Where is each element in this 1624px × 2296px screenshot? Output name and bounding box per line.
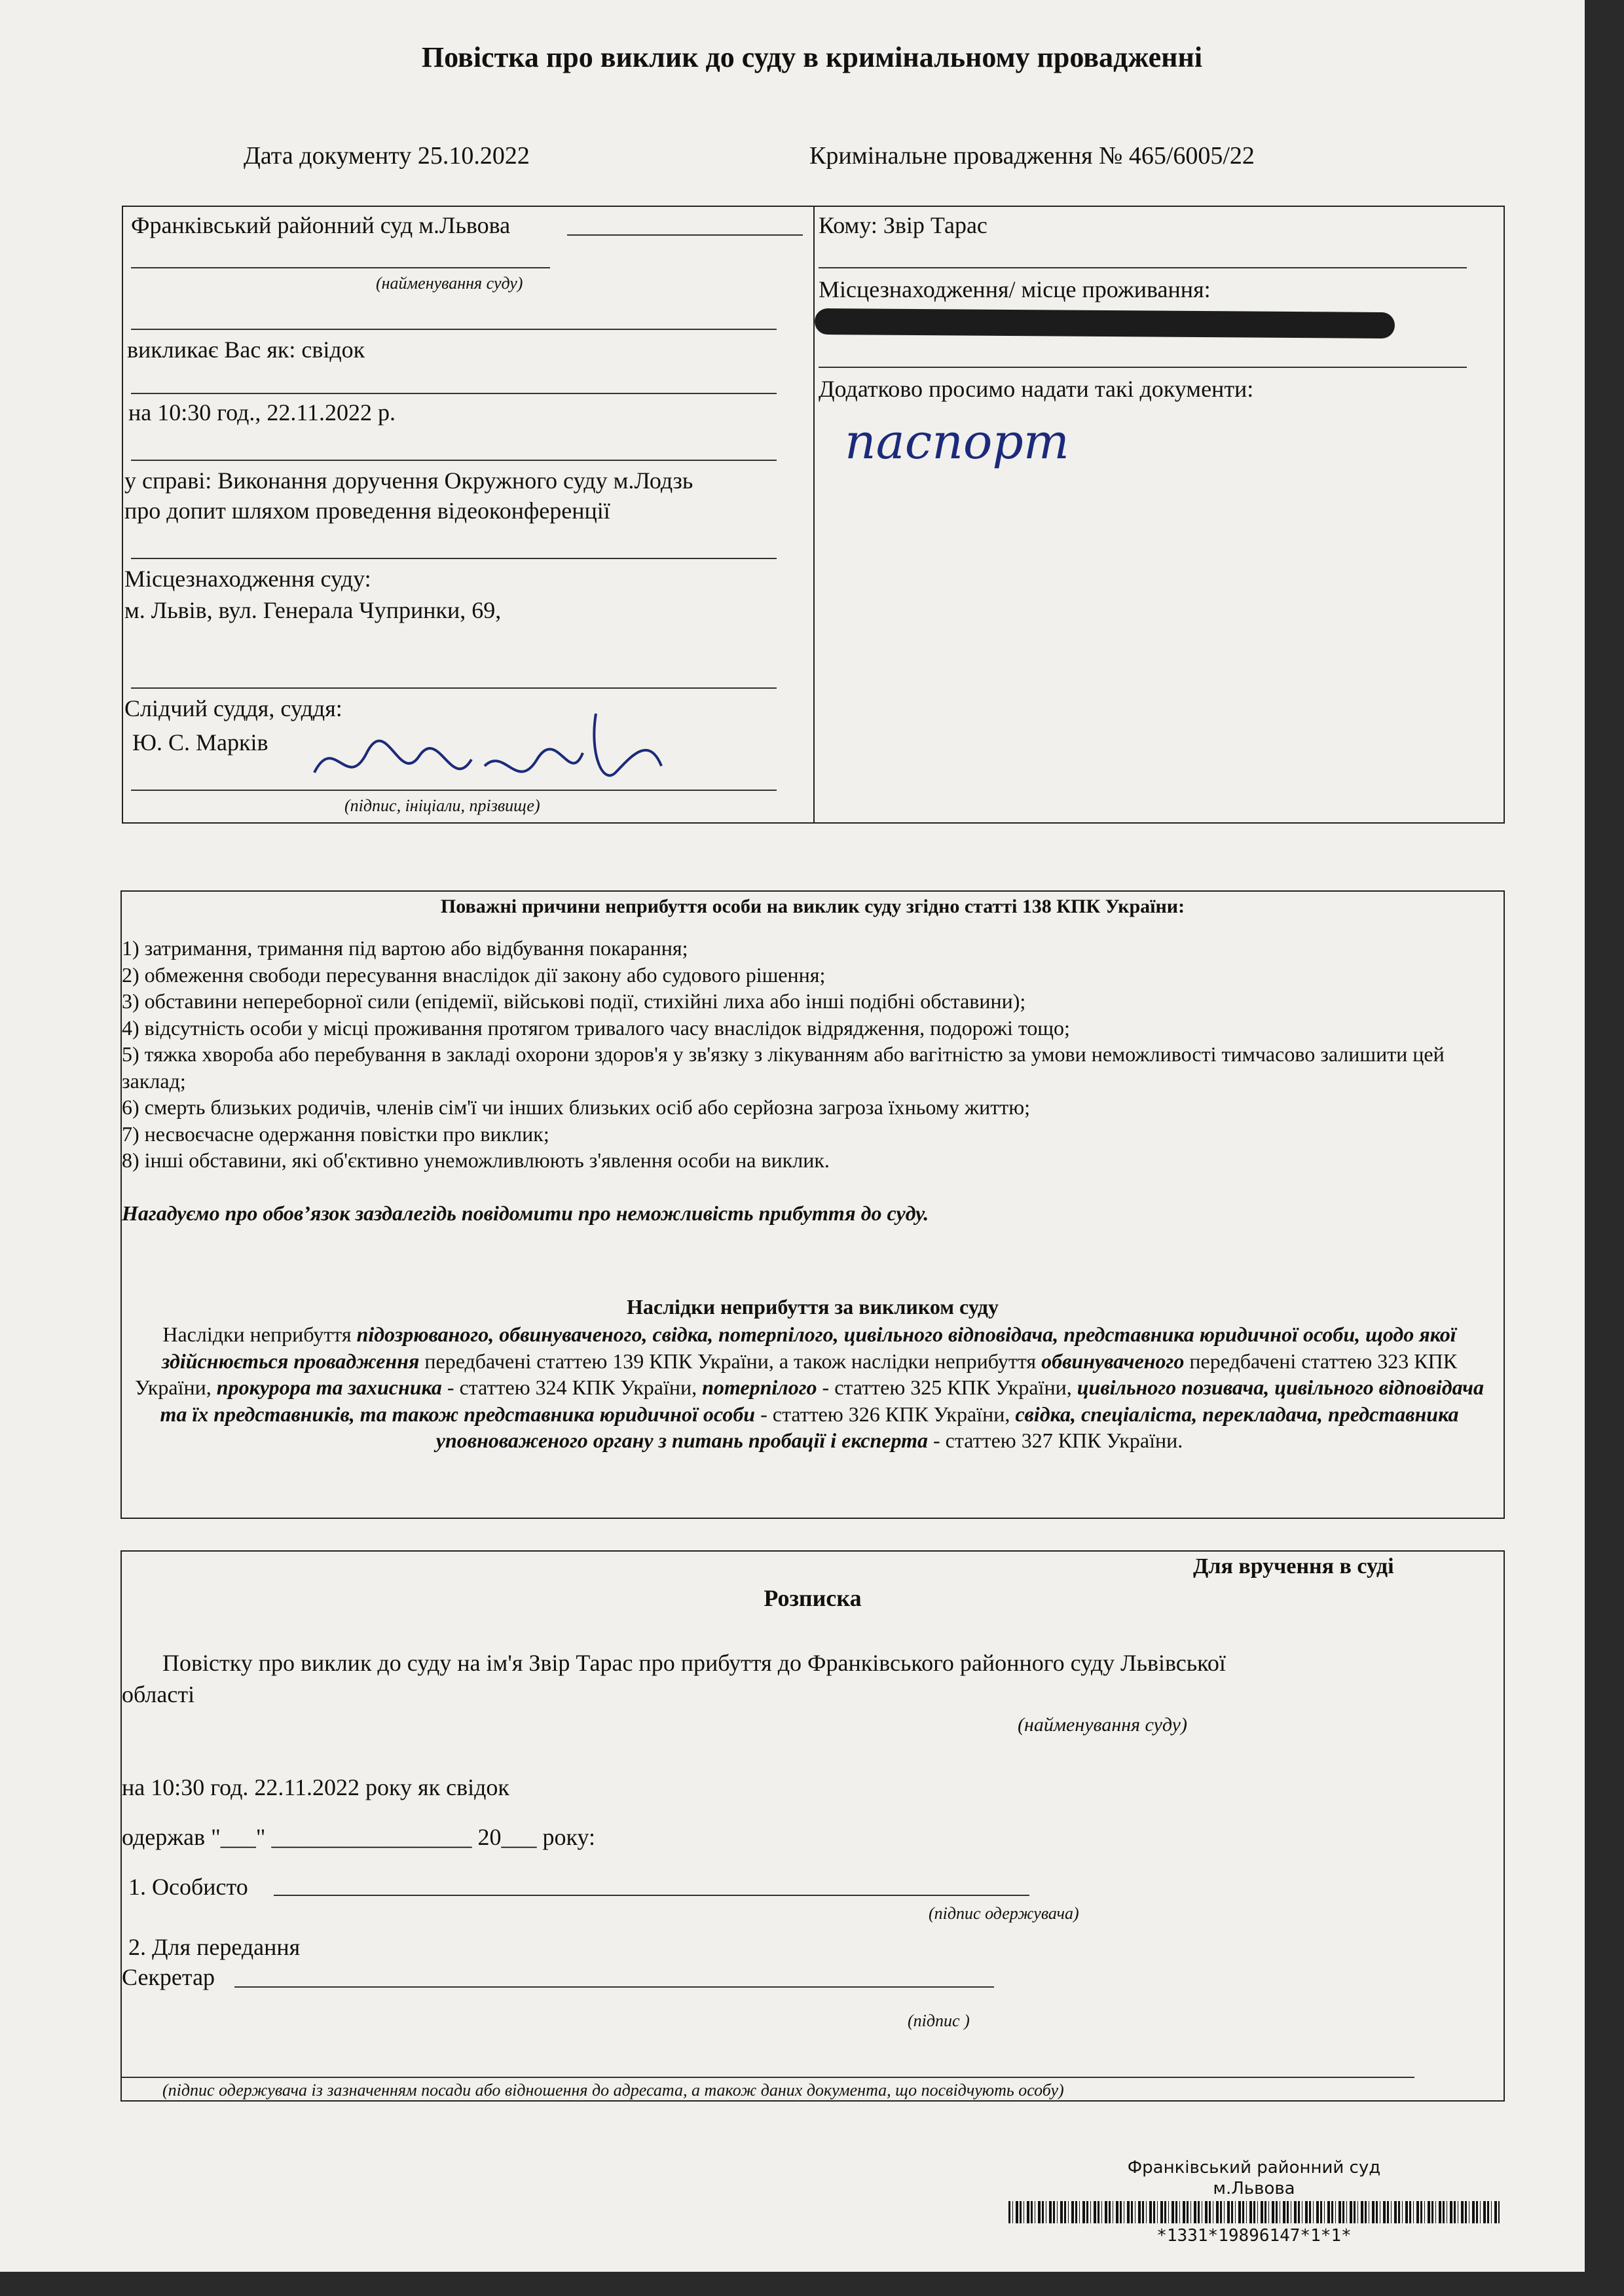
bottom-underline [122, 2077, 1414, 2078]
judge-signature [308, 694, 674, 805]
case-underline [131, 558, 777, 559]
reasons-heading: Поважні причини неприбуття особи на виклик суду згідно статті 138 КПК України: [440, 896, 1185, 917]
documents-label: Додатково просимо надати такі документи: [819, 376, 1254, 402]
reason-item: 1) затримання, тримання під вартою або відбування покарання; [122, 936, 688, 960]
court-caption: (найменування суду) [376, 274, 523, 293]
consequences-heading: Наслідки неприбуття за викликом суду [627, 1295, 999, 1319]
reason-item: 2) обмеження свободи пересування внаслідок дії закону або судового рішення; [122, 962, 826, 987]
judge-label: Слідчий суддя, суддя: [124, 695, 342, 721]
reason-item: 3) обставини непереборної сили (епідемії, військові події, стихійні лиха або інші подібні обставини); [122, 989, 1026, 1013]
judge-name: Ю. С. Марків [132, 729, 268, 756]
summons-role: викликає Вас як: свідок [127, 337, 365, 363]
personally-underline [274, 1895, 1029, 1896]
consequences-text: Наслідки неприбуття підозрюваного, обвинуваченого, свідка, потерпілого, цивільного відповідача, представника юридичної особи, щодо якої здійснюється провадження передбачені статтею 139 КПК України, а також наслідки неприбуття обвинуваченого передбачені статтею 323 КПК України, прокурора та захисника - статтею 324 КПК України, потерпілого - статтею 325 КПК України, цивільного позивача, цивільного відповідача та їх представників, та також представника юридичної особи - статтею 326 КПК України, свідка, спеціаліста, перекладача, представника уповноваженого органу з питань пробації і експерта - статтею 327 КПК України. [135, 1322, 1484, 1452]
court-line-3 [131, 329, 777, 330]
court-name: Франківський районний суд м.Львова [131, 212, 511, 238]
residence-underline [819, 367, 1467, 368]
barcode [1008, 2201, 1500, 2223]
court-underline [567, 234, 803, 236]
secretary-underline [234, 1986, 994, 1988]
case-number: Кримінальне провадження № 465/6005/22 [809, 142, 1255, 170]
transfer-label: 2. Для передання [128, 1934, 301, 1960]
reason-item: 8) інші обставини, які об'єктивно унеможливлюють з'явлення особи на виклик. [122, 1148, 830, 1172]
role-underline [131, 393, 777, 394]
time-underline [131, 460, 777, 461]
secretary-label: Секретар [122, 1964, 215, 1990]
reason-item: 5) тяжка хвороба або перебування в закладі охорони здоров'я у зв'язку з лікуванням або вагітністю за умови неможливості тимчасово залишити цей заклад; [122, 1042, 1445, 1093]
footer-court-line-1: Франківський районний суд [1127, 2158, 1381, 2178]
document-date: Дата документу 25.10.2022 [244, 142, 530, 170]
residence-label: Місцезнаходження/ місце проживання: [819, 276, 1211, 302]
document-title: Повістка про виклик до суду в кримінальному провадженні [421, 41, 1203, 73]
signature-caption: (підпис, ініціали, прізвище) [344, 796, 540, 815]
bottom-caption: (підпис одержувача із зазначенням посади або відношення до адресата, а також даних документа, що посвідчують особу) [162, 2081, 1064, 2100]
reason-item: 4) відсутність особи у місці проживання протягом тривалого часу внаслідок відрядження, подорожі тощо; [122, 1015, 1070, 1040]
reason-item: 7) несвоєчасне одержання повістки про виклик; [122, 1121, 549, 1146]
recipient-underline [819, 267, 1467, 268]
court-location-value: м. Львів, вул. Генерала Чупринки, 69, [124, 597, 502, 623]
receipt-time: на 10:30 год. 22.11.2022 року як свідок [122, 1774, 509, 1800]
redacted-address [815, 308, 1395, 338]
case-subject-line-2: про допит шляхом проведення відеоконференції [124, 498, 610, 524]
signature-underline [131, 790, 777, 791]
summons-time: на 10:30 год., 22.11.2022 р. [128, 399, 396, 426]
receipt-text-line-2: області [122, 1681, 195, 1707]
reasons-list [122, 935, 1484, 1226]
handwritten-documents: паспорт [845, 414, 1069, 470]
secretary-signature-caption: (підпис ) [908, 2011, 970, 2030]
barcode-text: *1331*19896147*1*1* [1156, 2226, 1352, 2246]
location-underline [131, 687, 777, 689]
footer-court-line-2: м.Львова [1213, 2179, 1295, 2198]
receipt-heading: Розписка [764, 1585, 862, 1611]
court-location-label: Місцезнаходження суду: [124, 566, 371, 592]
court-line-2 [131, 267, 550, 268]
case-subject-line-1: у справі: Виконання доручення Окружного суду м.Лодзь [124, 467, 693, 494]
receipt-text-line-1: Повістку про виклик до суду на ім'я Звір Тарас про прибуття до Франківського районного суду Львівської [162, 1650, 1226, 1676]
recipient: Кому: Звір Тарас [819, 212, 987, 238]
reason-item: 6) смерть близьких родичів, членів сім'ї чи інших близьких осіб або серйозна загроза їхньому життю; [122, 1095, 1031, 1119]
column-divider [813, 206, 815, 824]
personally-label: 1. Особисто [128, 1874, 248, 1900]
receipt-court-caption: (найменування суду) [1018, 1714, 1187, 1736]
received-date-line: одержав "___" _________________ 20___ року: [122, 1824, 596, 1850]
reminder-text: Нагадуємо про обов’язок заздалегідь повідомити про неможливість прибуття до суду. [122, 1201, 929, 1225]
recipient-signature-caption: (підпис одержувача) [929, 1904, 1079, 1923]
for-court-label: Для вручення в суді [1193, 1554, 1394, 1578]
